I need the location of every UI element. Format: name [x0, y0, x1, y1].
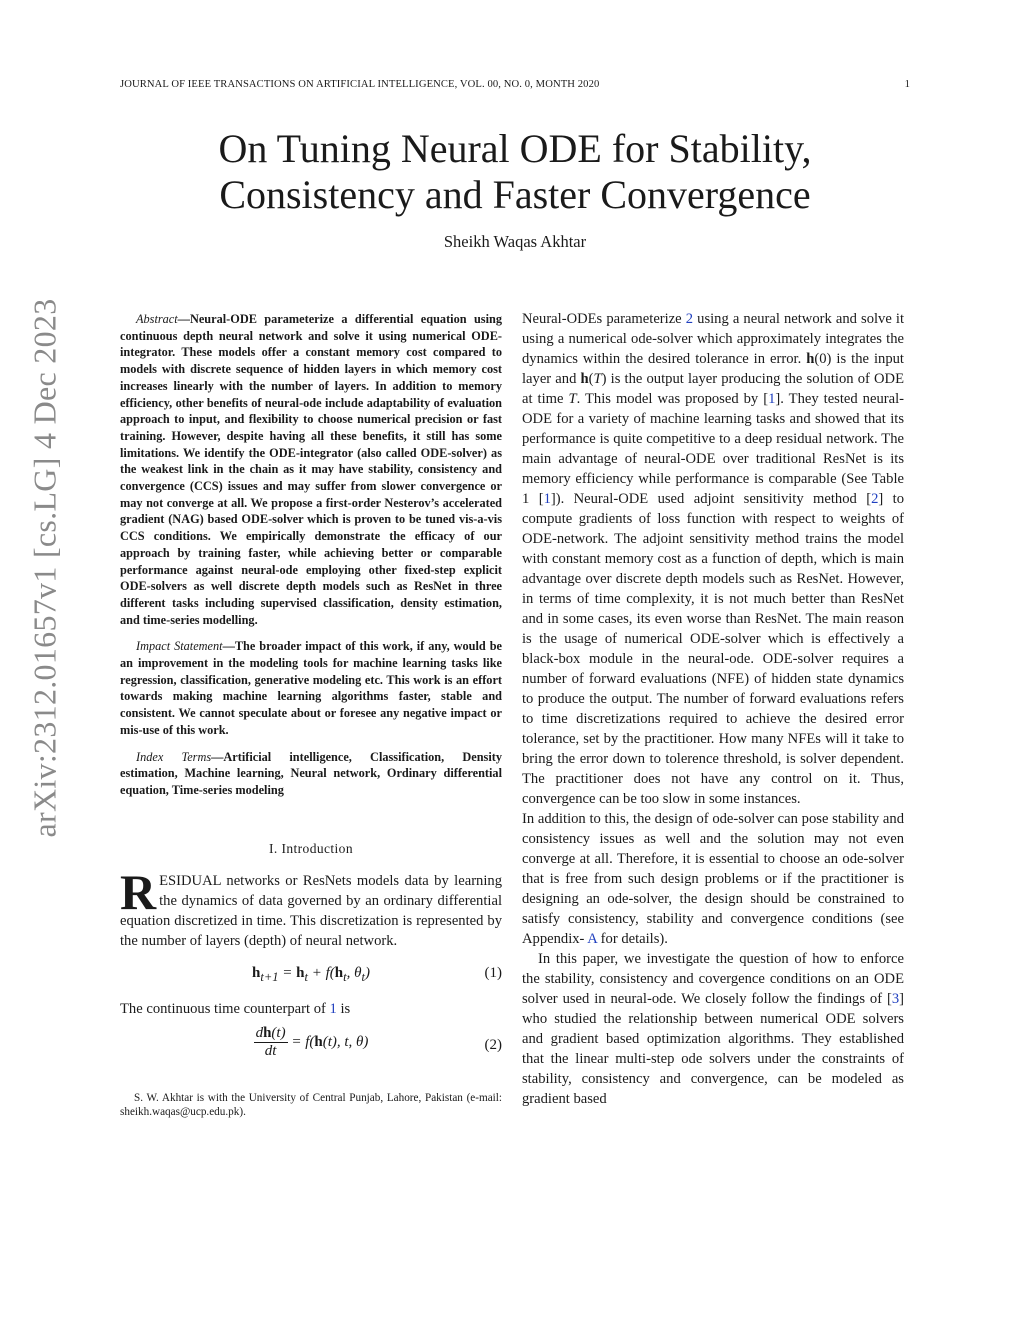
equation-1-expression: $h_{t+1} = h_t + f(h_t$, $\theta_t$): [252, 964, 370, 984]
author-footnote: S. W. Akhtar is with the University of Central Punjab, Lahore, Pakistan (e-mail: sheikh.waqas@ucp.edu.pk).: [120, 1091, 502, 1119]
index-terms-label: Index Terms: [136, 749, 212, 764]
journal-header: JOURNAL OF IEEE TRANSACTIONS ON ARTIFICIAL INTELLIGENCE, VOL. 00, NO. 0, MONTH 2020: [120, 79, 600, 90]
citation-link-2b[interactable]: 2: [871, 491, 879, 507]
intro-paragraph: [120, 863, 502, 951]
paper-title: [120, 126, 910, 218]
equation-1-number: (1): [484, 964, 502, 981]
text-span: using a neural network and solve it using a numerical ode-solver which approximately integrates the dynamics within the desired tolerance in error.: [522, 311, 905, 367]
right-paragraph-2: [522, 809, 904, 949]
page-number: 1: [904, 79, 910, 90]
text-span: ]). Neural-ODE used adjoint sensitivity method [: [550, 491, 872, 507]
text-span: is the input layer and: [522, 351, 904, 387]
title-line-2: Consistency and Faster Convergence: [219, 172, 811, 217]
text-span: is the output layer producing the solution of ODE at time: [522, 371, 904, 407]
running-head: [120, 79, 910, 95]
arxiv-identifier: arXiv:2312.01657v1 [cs.LG] 4 Dec 2023: [26, 298, 63, 838]
equation-2-expression: $\frac{dh(t)}{dt}$ = f(h(t), t, θ): [255, 1024, 369, 1059]
drop-cap: R: [120, 863, 157, 920]
title-line-1: On Tuning Neural ODE for Stability,: [218, 126, 812, 171]
section-heading-introduction: I. Introduction: [269, 840, 353, 856]
right-paragraph-3: [522, 949, 904, 1109]
continuous-time-sentence: [120, 999, 502, 1019]
citation-link-1b[interactable]: 1: [543, 491, 551, 507]
right-column: [522, 309, 904, 1109]
left-column: [120, 311, 502, 1131]
text-span: ] who studied the relationship between numerical ODE solvers and gradient based optimization algorithms. They established that the linear multi-step ode solvers under the constraints of stability, consistency and convergence, can be modeled as gradient based: [522, 991, 904, 1107]
equation-ref-link[interactable]: 1: [329, 1000, 337, 1017]
impact-statement: [120, 638, 502, 738]
impact-label: Impact Statement: [136, 639, 223, 654]
citation-link-3[interactable]: 3: [891, 991, 900, 1007]
equation-2-number: (2): [484, 1036, 502, 1053]
abstract: [120, 311, 502, 628]
math-h0: h(0): [806, 351, 832, 367]
math-T: T: [568, 391, 577, 407]
appendix-link[interactable]: A: [587, 931, 597, 947]
text-span: ] to compute gradients of loss function with respect to weights of ODE-network. The adjoint sensitivity method trains the model with constant memory cost as a function of depth, which is main advantage over discrete depth models such as ResNet. However, in terms of time complexity, it is not much better than ResNet and in some cases, its even worse than ResNet. The main reason is the usage of numerical ODE-solver which is effectively a black-box module in the neural-ode. ODE-solver requires a number of forward evaluations (NFE) of hidden state dynamics to produce the output. The number of forward evaluations refers to time discretizations required to achieve the desired error tolerance, set by the practitioner. How many NFEs will it take to bring the error down to tolerence threshold, is solver dependent. The practitioner does not have any control on it. Thus, convergence can be too slow in some instances.: [522, 491, 904, 807]
text-span: Neural-ODEs parameterize: [522, 311, 682, 327]
intro-paragraph-text: ESIDUAL networks or ResNets models data by learning the dynamics of data governed by an ordinary differential equation discretized in time. This discretization is represented by the number of layers (depth) of neural network.: [120, 872, 502, 949]
text-span: . This model was proposed by [: [576, 391, 769, 407]
continuous-time-text: The continuous time counterpart of: [120, 1000, 326, 1017]
citation-link-2[interactable]: 2: [685, 311, 694, 327]
abstract-label: Abstract: [136, 312, 178, 326]
text-span: ]. They tested neural-ODE for a variety of machine learning tasks and showed that its performance is quite competitive to a deep residual network. The main advantage of neural-ODE over traditional ResNet is its memory efficiency while performance is comparable (See Table 1 [: [522, 391, 905, 507]
continuous-time-tail: is: [340, 1000, 351, 1017]
abstract-text: —Neural-ODE parameterize a differential equation using continuous depth neural network and solve it using numerical ODE-integrator. These models offer a constant memory cost compared to models with discrete sequence of hidden layers in which memory cost increases linearly with the number of layers. In addition to memory efficiency, other benefits of neural-ode include adaptability of evaluation approach to input, and flexibility to choose numerical precision or fast training. However, despite having all these benefits, it still has some limitations. We identify the ODE-integrator (also called ODE-solver) as the weakest link in the chain as it may have stability, consistency and convergence (CCS) issues and may suffer from slower convergence or may not converge at all. We propose a first-order Nesterov’s accelerated gradient (NAG) based ODE-solver which is proven to be tuned vis-a-vis CCS conditions. We empirically demonstrate the efficacy of our approach by training faster, while achieving better or comparable performance against neural-ode employing other fixed-step explicit ODE-solvers as well discrete depth models such as ResNet in three different tasks including supervised classification, density estimation, and time-series modelling.: [120, 312, 502, 627]
text-span: In this paper, we investigate the question of how to enforce the stability, consistency and covergence conditions on an ODE solver used in neural-ode. We closely follow the findings of [: [522, 951, 904, 1007]
equation-1: [120, 965, 502, 999]
equation-2: [120, 1023, 502, 1071]
text-span: for details).: [600, 931, 668, 947]
citation-link-1[interactable]: 1: [768, 391, 776, 407]
index-terms: [120, 749, 502, 799]
impact-text: —The broader impact of this work, if any, would be an improvement in the modeling tools for machine learning tasks like regression, classification, generative modeling etc. This work is an effort towards making machine learning algorithms faster, stable and consistent. We cannot speculate about or foresee any negative impact or mis-use of this work.: [120, 639, 502, 737]
index-terms-text: —Artificial intelligence, Classification, Density estimation, Machine learning, Neural network, Ordinary differential equation, Time-series modeling: [120, 749, 502, 797]
text-span: In addition to this, the design of ode-solver can pose stability and consistency issues as well and the solution may not even converge at all. Therefore, it is essential to choose an ode-solver that is free from such design problems or if the practitioner is designing an ode-solver, the design should be constrained to satisfy consistency, stability and convergence conditions (see Appendix-: [522, 811, 904, 947]
math-hT: h(T): [580, 371, 607, 387]
author-name: Sheikh Waqas Akhtar: [443, 232, 587, 251]
right-paragraph-1: [522, 309, 904, 809]
